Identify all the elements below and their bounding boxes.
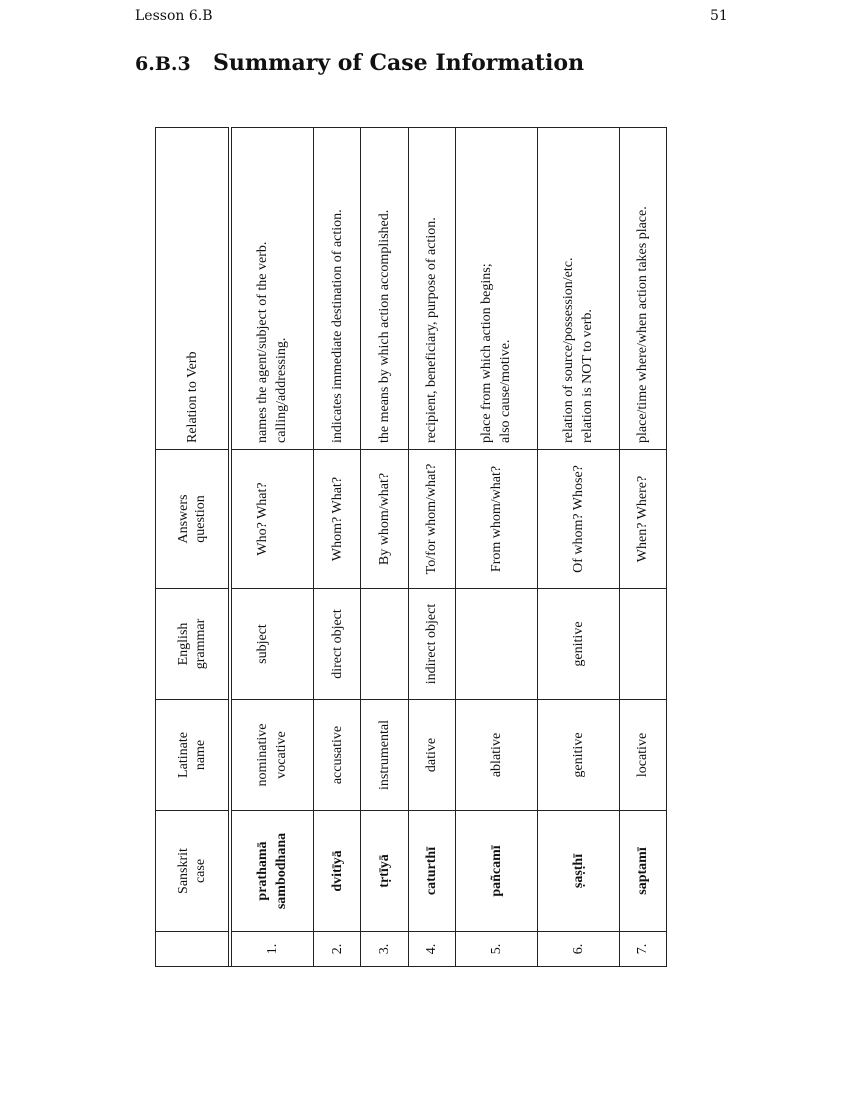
sanskrit-case-cell <box>620 810 667 931</box>
case-number: 4. <box>424 943 440 955</box>
answers-question-cell <box>409 449 456 588</box>
case-number-cell <box>456 931 538 967</box>
header-line: Relation to Verb <box>184 351 200 443</box>
english-grammar-cell <box>314 588 361 699</box>
sanskrit-case: sambodhana <box>274 832 290 910</box>
section-title: Summary of Case Information <box>213 50 585 76</box>
answers-question-cell <box>361 449 408 588</box>
header-line: Sanskrit <box>176 848 191 894</box>
header-line: question <box>193 495 208 543</box>
page-number: 51 <box>710 8 728 24</box>
header-line: Answers <box>176 494 191 544</box>
answers-question-cell <box>314 449 361 588</box>
header-relation-to-verb <box>155 127 229 449</box>
case-number-cell <box>314 931 361 967</box>
latinate-name-cell <box>361 699 408 810</box>
english-grammar: genitive <box>570 621 586 667</box>
table-header-row <box>155 127 229 967</box>
latinate-name-cell <box>232 699 314 810</box>
relation-to-verb: relation of source/possession/etc. <box>561 257 577 443</box>
sanskrit-case: prathamā <box>255 841 271 901</box>
case-number-cell <box>620 931 667 967</box>
latinate-name-cell <box>538 699 620 810</box>
latinate-name-cell <box>314 699 361 810</box>
english-grammar <box>633 595 652 693</box>
relation-to-verb: indicates immediate destination of action. <box>329 209 345 443</box>
answers-question: To/for whom/what? <box>424 463 440 575</box>
english-grammar-cell <box>538 588 620 699</box>
relation-to-verb-cell <box>314 127 361 449</box>
sanskrit-case: ṣaṣṭhī <box>570 853 586 889</box>
latinate-name: nominative <box>255 723 271 787</box>
header-sanskrit-case <box>155 810 229 931</box>
relation-to-verb: also cause/motive. <box>498 339 514 443</box>
table-row <box>538 127 620 967</box>
relation-to-verb: place/time where/when action takes place. <box>635 206 651 443</box>
relation-to-verb-cell <box>620 127 667 449</box>
case-number: 3. <box>376 943 392 955</box>
header-line: Latinate <box>176 732 191 778</box>
relation-to-verb: place from which action begins; <box>479 263 495 443</box>
case-number: 2. <box>329 943 345 955</box>
english-grammar: indirect object <box>424 603 440 685</box>
answers-question: From whom/what? <box>488 465 504 573</box>
sanskrit-case: pañcamī <box>488 845 504 897</box>
sanskrit-case: saptamī <box>635 847 651 895</box>
relation-to-verb-cell <box>456 127 538 449</box>
case-summary-table <box>155 127 667 967</box>
table-row <box>314 127 361 967</box>
case-number-cell <box>361 931 408 967</box>
section-heading <box>135 50 584 76</box>
case-number: 6. <box>570 943 586 955</box>
english-grammar <box>375 595 394 693</box>
sanskrit-case-cell <box>314 810 361 931</box>
latinate-name: instrumental <box>376 720 392 790</box>
latinate-name: genitive <box>570 732 586 778</box>
relation-to-verb-cell <box>409 127 456 449</box>
sanskrit-case: tṛtīyā <box>376 854 392 888</box>
answers-question: Of whom? Whose? <box>570 465 586 573</box>
relation-to-verb: calling/addressing. <box>274 337 290 443</box>
case-number-cell <box>538 931 620 967</box>
header-line: grammar <box>193 618 208 670</box>
english-grammar-cell <box>456 588 538 699</box>
table-row <box>456 127 538 967</box>
relation-to-verb: recipient, beneficiary, purpose of action. <box>424 217 440 443</box>
relation-to-verb: relation is NOT to verb. <box>580 309 596 443</box>
english-grammar-cell <box>232 588 314 699</box>
english-grammar-cell <box>620 588 667 699</box>
running-head-left: Lesson 6.B <box>135 8 213 24</box>
latinate-name-cell <box>620 699 667 810</box>
case-number: 7. <box>635 943 651 955</box>
case-number: 1. <box>264 943 280 955</box>
latinate-name: vocative <box>274 731 290 779</box>
answers-question-cell <box>232 449 314 588</box>
answers-question: When? Where? <box>635 475 651 563</box>
header-answers-question <box>155 449 229 588</box>
english-grammar-cell <box>361 588 408 699</box>
latinate-name: ablative <box>488 732 504 778</box>
header-line: case <box>193 858 208 884</box>
sanskrit-case-cell <box>538 810 620 931</box>
answers-question: By whom/what? <box>376 472 392 566</box>
sanskrit-case: dvitīyā <box>329 850 345 892</box>
english-grammar-cell <box>409 588 456 699</box>
section-number: 6.B.3 <box>135 53 191 75</box>
answers-question-cell <box>538 449 620 588</box>
latinate-name: accusative <box>329 725 345 785</box>
latinate-name-cell <box>456 699 538 810</box>
latinate-name-cell <box>409 699 456 810</box>
answers-question-cell <box>456 449 538 588</box>
relation-to-verb-cell <box>538 127 620 449</box>
answers-question <box>272 456 291 582</box>
answers-question: Who? What? <box>255 482 271 556</box>
header-number <box>155 931 229 967</box>
table-row <box>620 127 667 967</box>
latinate-name: locative <box>635 732 651 778</box>
latinate-name: dative <box>424 737 440 773</box>
english-grammar: subject <box>255 624 271 664</box>
sanskrit-case-cell <box>361 810 408 931</box>
english-grammar <box>487 595 506 693</box>
table-row <box>409 127 456 967</box>
case-number: 5. <box>488 943 504 955</box>
sanskrit-case-cell <box>232 810 314 931</box>
relation-to-verb-cell <box>232 127 314 449</box>
relation-to-verb: names the agent/subject of the verb. <box>255 241 271 443</box>
english-grammar <box>272 595 291 693</box>
relation-to-verb-cell <box>361 127 408 449</box>
table-body <box>232 127 667 967</box>
case-summary-table-wrapper <box>155 127 667 967</box>
english-grammar: direct object <box>329 609 345 679</box>
header-line: English <box>176 622 191 666</box>
header-line: name <box>193 739 208 771</box>
sanskrit-case-cell <box>456 810 538 931</box>
case-number-cell <box>409 931 456 967</box>
case-number-cell <box>232 931 314 967</box>
header-english-grammar <box>155 588 229 699</box>
sanskrit-case-cell <box>409 810 456 931</box>
answers-question: Whom? What? <box>329 476 345 562</box>
sanskrit-case: caturthī <box>424 846 440 896</box>
answers-question-cell <box>620 449 667 588</box>
relation-to-verb: the means by which action accomplished. <box>376 209 392 443</box>
header-latinate-name <box>155 699 229 810</box>
table-row <box>232 127 314 967</box>
table-row <box>361 127 408 967</box>
